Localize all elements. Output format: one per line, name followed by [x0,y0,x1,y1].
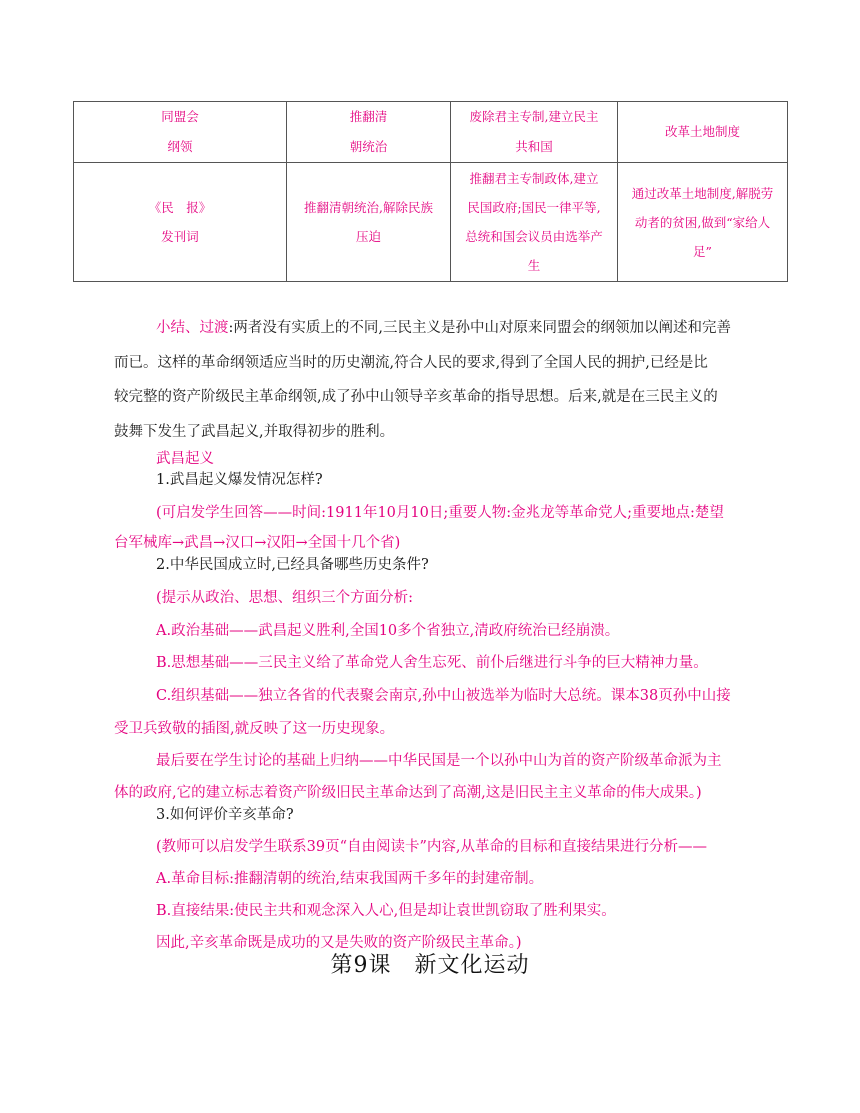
answer-line: 受卫兵致敬的插图,就反映了这一历史现象。 [114,721,395,737]
answer-line: (提示从政治、思想、组织三个方面分析: [156,590,414,606]
cell-text: 压迫 [355,229,381,244]
table-row [74,102,788,163]
table-cell [451,163,618,282]
table-cell [451,102,618,163]
cell-text: 朝统治 [349,139,388,154]
cell-text: 改革土地制度 [664,124,740,139]
answer-line: A.政治基础——武昌起义胜利,全国10多个省独立,清政府统治已经崩溃。 [156,623,620,639]
table-cell [287,163,451,282]
cell-text: 纲领 [167,139,193,154]
answer-line: B.直接结果:使民主共和观念深入人心,但是却让袁世凯窃取了胜利果实。 [156,903,616,919]
table-cell [618,163,788,282]
table-cell [74,163,287,282]
answer-line: 最后要在学生讨论的基础上归纳——中华民国是一个以孙中山为首的资产阶级革命派为主 [156,753,722,769]
answer-line: B.思想基础——三民主义给了革命党人舍生忘死、前仆后继进行斗争的巨大精神力量。 [156,655,708,671]
cell-text: 总统和国会议员由选举产 [465,229,603,244]
table-cell [618,102,788,163]
answer-line: C.组织基础——独立各省的代表聚会南京,孙中山被选举为临时大总统。课本38页孙中山接 [156,688,731,704]
table-row [74,163,788,282]
cell-text: 同盟会 [161,109,199,124]
summary-line: 而已。这样的革命纲领适应当时的历史潮流,符合人民的要求,得到了全国人民的拥护,已经是比 [114,355,708,371]
cell-text: 民国政府;国民一律平等, [467,200,601,215]
cell-text: 推翻君主专制政体,建立 [469,171,599,186]
summary-line: 较完整的资产阶级民主革命纲领,成了孙中山领导辛亥革命的指导思想。后来,就是在三民主义的 [114,389,718,405]
question-2: 2.中华民国成立时,已经具备哪些历史条件? [156,557,429,573]
cell-text: 通过改革土地制度,解脱劳 [631,185,774,201]
answer-line: 台军械库→武昌→汉口→汉阳→全国十几个省) [114,535,401,551]
table-cell [287,102,451,163]
answer-line: 因此,辛亥革命既是成功的又是失败的资产阶级民主革命。) [156,935,522,951]
table-cell [74,102,287,163]
question-1: 1.武昌起义爆发情况怎样? [156,472,323,488]
answer-line: 体的政府,它的建立标志着资产阶级旧民主革命达到了高潮,这是旧民主主义革命的伟大成果。) [114,785,702,801]
summary-label: 小结、过渡 [156,320,229,336]
lesson-title: 第9课 新文化运动 [330,953,530,978]
cell-text: 推翻清 [349,109,388,124]
answer-line: (教师可以启发学生联系39页“自由阅读卡”内容,从革命的目标和直接结果进行分析—— [156,839,708,855]
answer-line: (可启发学生回答——时间:1911年10月10日;重要人物:金兆龙等革命党人;重要地点:楚望 [156,505,724,521]
cell-text: 《民 报》 [148,200,212,215]
answer-line: A.革命目标:推翻清朝的统治,结束我国两千多年的封建帝制。 [156,871,544,887]
cell-text: 共和国 [515,139,553,154]
cell-text: 足” [693,243,712,259]
cell-text: 推翻清朝统治,解除民族 [304,200,433,215]
cell-text: 废除君主专制,建立民主 [469,109,599,124]
program-comparison-table [73,101,788,282]
cell-text: 动者的贫困,做到“家给人 [634,214,771,230]
summary-line: 鼓舞下发生了武昌起义,并取得初步的胜利。 [114,424,395,440]
summary-text: :两者没有实质上的不同,三民主义是孙中山对原来同盟会的纲领加以阐述和完善 [228,320,731,336]
cell-text: 生 [527,258,541,273]
section-heading: 武昌起义 [156,451,214,467]
summary-line [156,317,731,339]
question-3: 3.如何评价辛亥革命? [156,807,294,823]
cell-text: 发刊词 [161,229,199,244]
